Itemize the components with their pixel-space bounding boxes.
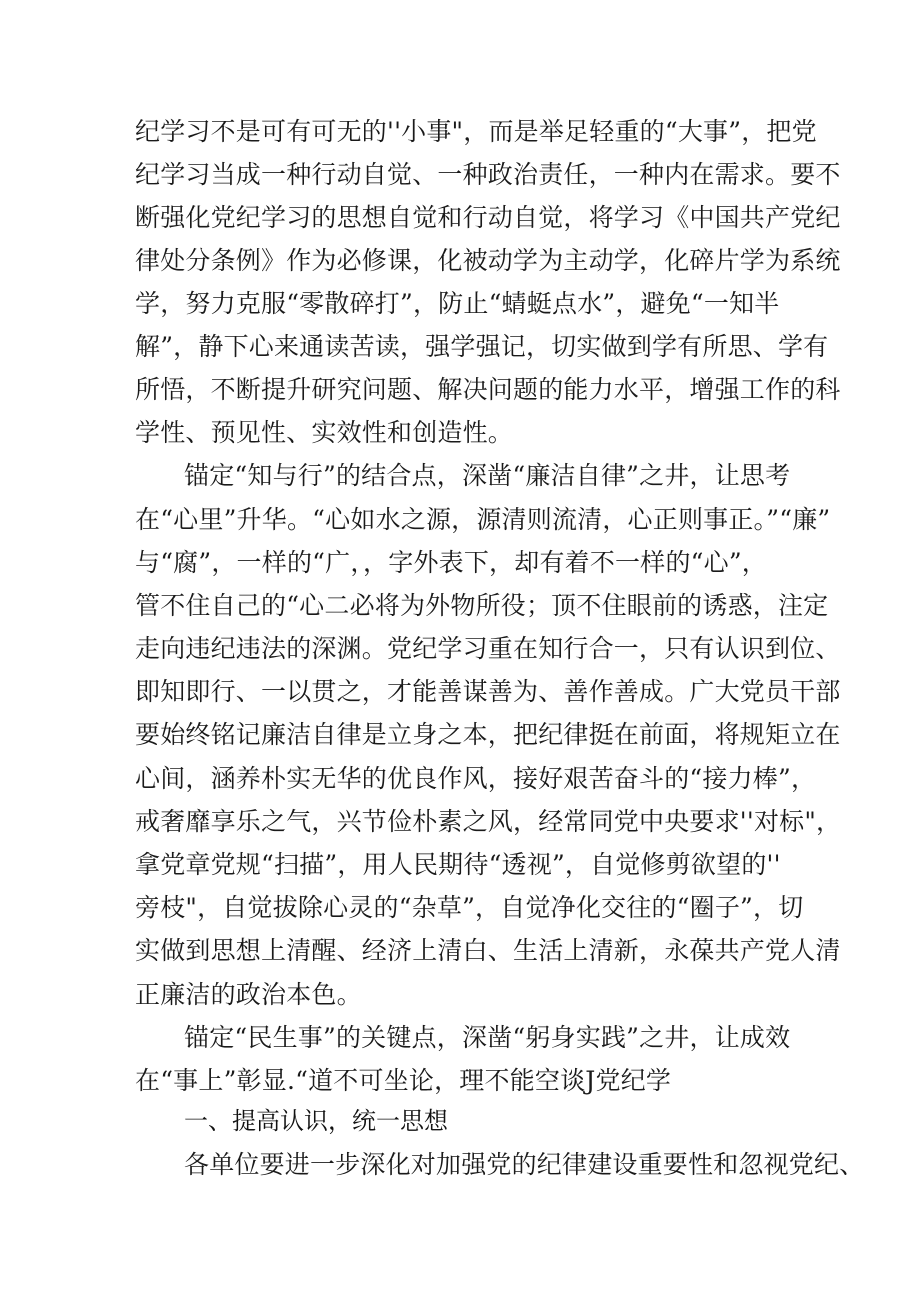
text-line: 心间，涵养朴实无华的优良作风，接好艰苦奋斗的“接力棒”，	[135, 764, 817, 793]
text-line: 在“事上”彰显.“道不可坐论，理不能空谈J党纪学	[135, 1066, 672, 1095]
text-line: 旁枝"，自觉拔除心灵的“杂草”，自觉净化交往的“圈子”，切	[135, 893, 804, 922]
text-line: 断强化党纪学习的思想自觉和行动自觉，将学习《中国共产党纪	[135, 203, 841, 232]
text-line: 学性、预见性、实效性和创造性。	[135, 418, 514, 447]
text-line: 要始终铭记廉洁自律是立身之本，把纪律挺在前面，将规矩立在	[135, 720, 841, 749]
text-line: 解”，静下心来通读苦读，强学强记，切实做到学有所思、学有	[135, 332, 829, 361]
text-line: 学，努力克服“零散碎打”，防止“蜻蜓点水”，避免“一知半	[135, 289, 780, 318]
text-line: 在“心里”升华。“心如水之源，源清则流清，心正则事正。”“廉”	[135, 505, 831, 534]
text-line: 实做到思想上清醒、经济上清白、生活上清新，永葆共产党人清	[135, 936, 841, 965]
text-line: 戒奢靡享乐之气，兴节俭朴素之风，经常同党中央要求''对标"，	[135, 807, 842, 836]
text-line: 各单位要进一步深化对加强党的纪律建设重要性和忽视党纪、	[184, 1150, 865, 1179]
text-line: 纪学习不是可有可无的''小事"，而是举足轻重的“大事”，把党	[135, 117, 817, 146]
text-line: 与“腐”，一样的“广，，字外表下，却有着不一样的“心”，	[135, 548, 768, 577]
text-line: 锚定“知与行”的结合点，深凿“廉洁自律”之井，让思考	[184, 461, 791, 490]
text-line: 即知即行、一以贯之，才能善谋善为、善作善成。广大党员干部	[135, 677, 841, 706]
text-line: 律处分条例》作为必修课，化被动学为主动学，化碎片学为系统	[135, 246, 841, 275]
text-line: 所悟，不断提升研究问题、解决问题的能力水平，增强工作的科	[135, 375, 841, 404]
text-line: 纪学习当成一种行动自觉、一种政治责任，一种内在需求。要不	[135, 160, 841, 189]
text-line: 正廉洁的政治本色。	[135, 980, 362, 1009]
text-line: 管不住自己的“心二必将为外物所役；顶不住眼前的诱惑，注定	[135, 591, 829, 620]
text-line: 锚定“民生事”的关键点，深凿“躬身实践”之井，让成效	[184, 1023, 791, 1052]
text-line: 走向违纪违法的深渊。党纪学习重在知行合一，只有认识到位、	[135, 634, 841, 663]
section-heading: 一、提高认识，统一思想	[184, 1107, 448, 1135]
text-line: 拿党章党规“扫描”，用人民期待“透视”，自觉修剪欲望的''	[135, 850, 781, 879]
